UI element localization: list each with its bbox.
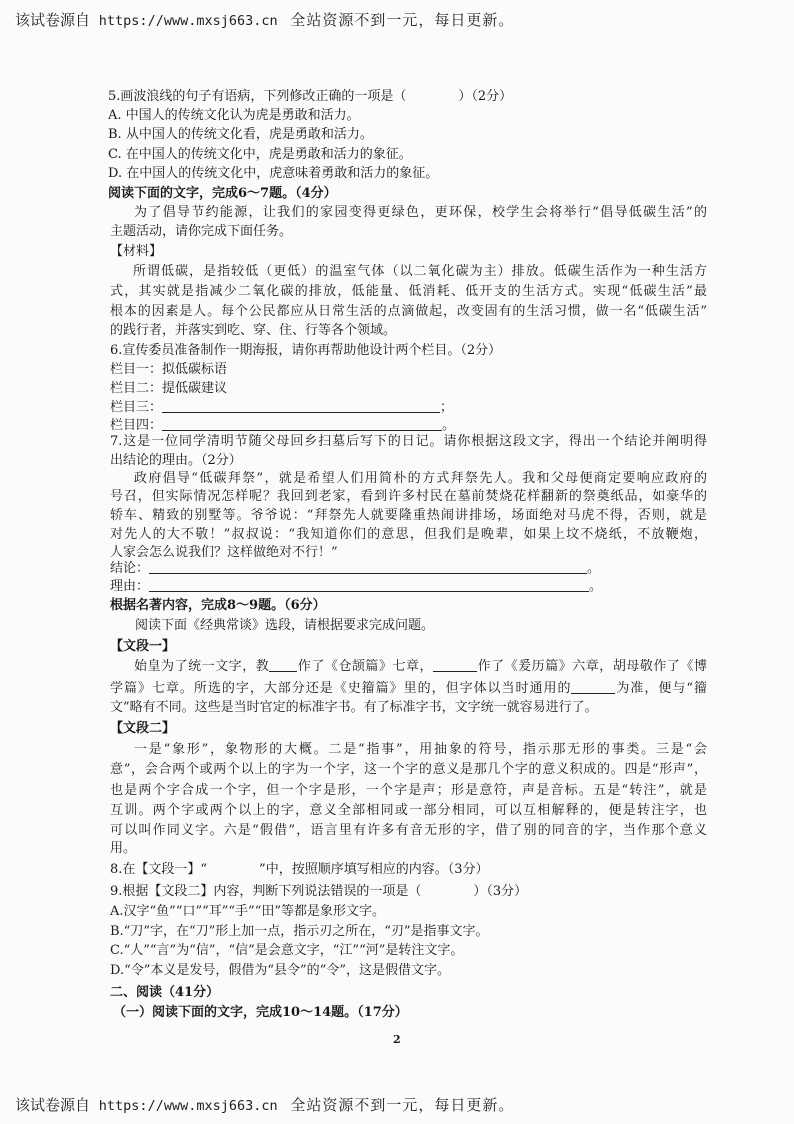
page-footer-banner — [15, 1095, 514, 1115]
answer-blank-line — [162, 417, 442, 431]
material-line: 所谓低碳，是指较低（更低）的温室气体（以二氧化碳为主）排放。低碳生活作为一种生活方 — [133, 264, 707, 279]
conclusion-end-punct: 。 — [587, 561, 601, 576]
q5-option-c: C. 在中国人的传统文化中，虎是勇敢和活力的象征。 — [108, 147, 412, 162]
header-slogan: 全站资源不到一元，每日更新。 — [290, 11, 515, 29]
reason-label: 理由： — [110, 579, 150, 594]
footer-slogan: 全站资源不到一元，每日更新。 — [290, 1096, 515, 1114]
material-label: 【材料】 — [110, 244, 163, 259]
part-2-subheading: （一）阅读下面的文字，完成10～14题。（17分） — [113, 1005, 408, 1020]
passage-2-line: 互训。两个字或两个以上的字，意义全部相同或一部分相同，可以互相解释的，便是转注字，也 — [110, 803, 707, 818]
q9-option-b: B.“刀”字，在“刀”形上加一点，指示刃之所在，“刃”是指事文字。 — [110, 924, 489, 939]
column-value: 拟低碳标语 — [162, 362, 228, 377]
column-row-3 — [110, 399, 453, 417]
passage-text: 始皇为了统一文字，教 — [134, 659, 270, 674]
fill-blank — [433, 658, 477, 672]
column-label: 栏目四： — [110, 418, 163, 433]
q7-stem-line: 出结论的理由。（2分） — [110, 453, 242, 468]
column-label: 栏目一： — [110, 362, 163, 377]
header-source-label: 该试卷源自 — [15, 11, 91, 29]
answer-blank-line — [149, 578, 589, 592]
passage-1-line — [110, 680, 707, 698]
passage-2-line: 也是两个字合成一个字，但一个字是形，一个字是声；形是意符，声是音标。五是“转注”，就是 — [110, 783, 707, 798]
q5-option-d: D. 在中国人的传统文化中，虎意味着勇敢和活力的象征。 — [108, 166, 439, 181]
column-value: 提低碳建议 — [162, 381, 228, 396]
fill-blank — [571, 680, 615, 694]
q7-stem-line: 7.这是一位同学清明节随父母回乡扫墓后写下的日记。请你根据这段文字，得出一个结论并阐明得 — [110, 434, 707, 449]
reason-row — [110, 578, 602, 596]
passage-text: 作了《爰历篇》六章，胡母敬作了《博 — [477, 659, 707, 674]
q9-stem: 9.根据【文段二】内容，判断下列说法错误的一项是（ ）（3分） — [110, 884, 528, 899]
passage-2-line: 用。 — [110, 841, 137, 856]
group-6-7-heading: 阅读下面的文字，完成6～7题。（4分） — [108, 186, 337, 201]
passage-1-label: 【文段一】 — [110, 639, 176, 654]
column-label: 栏目二： — [110, 381, 163, 396]
conclusion-row — [110, 560, 600, 578]
passage-2-line: 可以叫作同义字。六是“假借”，语言里有许多有音无形的字，借了别的同音的字，当作那个意义 — [110, 823, 707, 838]
material-line: 的践行者，并落实到吃、穿、住、行等各个领域。 — [110, 323, 397, 338]
passage-2-line: 一是“象形”，象物形的大概。二是“指事”，用抽象的符号，指示那无形的事类。三是“会 — [134, 742, 707, 757]
q6-stem: 6.宣传委员准备制作一期海报，请你再帮助他设计两个栏目。（2分） — [110, 343, 502, 358]
page-header-banner — [15, 10, 514, 30]
group-8-9-intro: 阅读下面《经典常谈》选段，请根据要求完成问题。 — [135, 618, 435, 633]
material-line: 式，其实就是指减少二氧化碳的排放，低能量、低消耗、低开支的生活方式。实现“低碳生活”最 — [110, 284, 707, 299]
q9-option-a: A.汉字“鱼”“口”“耳”“手”“田”等都是象形文字。 — [110, 904, 385, 919]
reason-end-punct: 。 — [589, 579, 603, 594]
diary-line: 轿车、精致的别墅等。爷爷说：“拜祭先人就要隆重热闹讲排场，场面绝对马虎不得，否则，就是 — [110, 508, 707, 523]
q5-stem: 5.画波浪线的句子有语病，下列修改正确的一项是（ ）（2分） — [108, 89, 513, 104]
passage-text: 文”略有不同。这些是当时官定的标准字书。有了标准字书，文字统一就容易进行了。 — [110, 700, 598, 715]
diary-line: 人家会怎么说我们？这样做绝对不行！” — [110, 545, 338, 560]
intro-line: 为了倡导节约能源，让我们的家园变得更绿色，更环保，校学生会将举行“倡导低碳生活”的 — [134, 205, 707, 220]
q5-option-b: B. 从中国人的传统文化看，虎是勇敢和活力。 — [108, 127, 373, 142]
q5-option-a: A. 中国人的传统文化认为虎是勇敢和活力。 — [108, 108, 360, 123]
q9-option-d: D.“令”本义是发号，假借为“县令”的“令”，这是假借文字。 — [110, 963, 450, 978]
passage-text: 为准，便与“籀 — [615, 681, 707, 696]
fill-blank — [269, 658, 297, 672]
q8-stem: 8.在【文段一】“ ”中，按照顺序填写相应的内容。（3分） — [110, 862, 489, 877]
page-number: 2 — [393, 1033, 401, 1046]
material-line: 根本的因素是人。每个公民都应从日常生活的点滴做起，改变固有的生活习惯，做一名“低碳生活” — [110, 304, 707, 319]
column-end-punct: ； — [440, 400, 454, 415]
column-label: 栏目三： — [110, 400, 163, 415]
column-end-punct: 。 — [442, 418, 456, 433]
part-2-heading: 二、阅读（41分） — [110, 985, 220, 1000]
header-url: https://www.mxsj663.cn — [98, 13, 278, 29]
diary-line: 政府倡导“低碳拜祭”，就是希望人们用简朴的方式拜祭先人。我和父母便商定要响应政府的 — [134, 471, 707, 486]
group-8-9-heading: 根据名著内容，完成8～9题。（6分） — [110, 598, 326, 613]
column-row-2 — [110, 380, 227, 398]
intro-line: 主题活动，请你完成下面任务。 — [110, 224, 293, 239]
answer-blank-line — [149, 560, 587, 574]
conclusion-label: 结论： — [110, 561, 150, 576]
passage-text: 学篇》七章。所选的字，大部分还是《史籀篇》里的，但字体以当时通用的 — [110, 681, 572, 696]
passage-2-label: 【文段二】 — [110, 721, 176, 736]
passage-text: 作了《仓颉篇》七章， — [297, 659, 434, 674]
passage-1-line — [110, 699, 598, 717]
footer-source-label: 该试卷源自 — [15, 1096, 91, 1114]
passage-2-line: 意”，会合两个或两个以上的字为一个字，这一个字的意义是那几个字的意义积成的。四是“形声”， — [110, 762, 707, 777]
footer-url: https://www.mxsj663.cn — [98, 1098, 278, 1114]
column-row-1 — [110, 361, 227, 379]
passage-1-line — [134, 658, 707, 676]
diary-line: 对先人的大不敬！”叔叔说：“我知道你们的意思，但我们是晚辈，如果上坟不烧纸，不放鞭炮， — [110, 527, 707, 542]
q9-option-c: C.“人”“言”为“信”，“信”是会意文字，“江”“河”是转注文字。 — [110, 943, 464, 958]
diary-line: 号召，但实际情况怎样呢？我回到老家，看到许多村民在墓前焚烧花样翻新的祭奠纸品，如豪华的 — [110, 489, 707, 504]
answer-blank-line — [162, 399, 440, 413]
